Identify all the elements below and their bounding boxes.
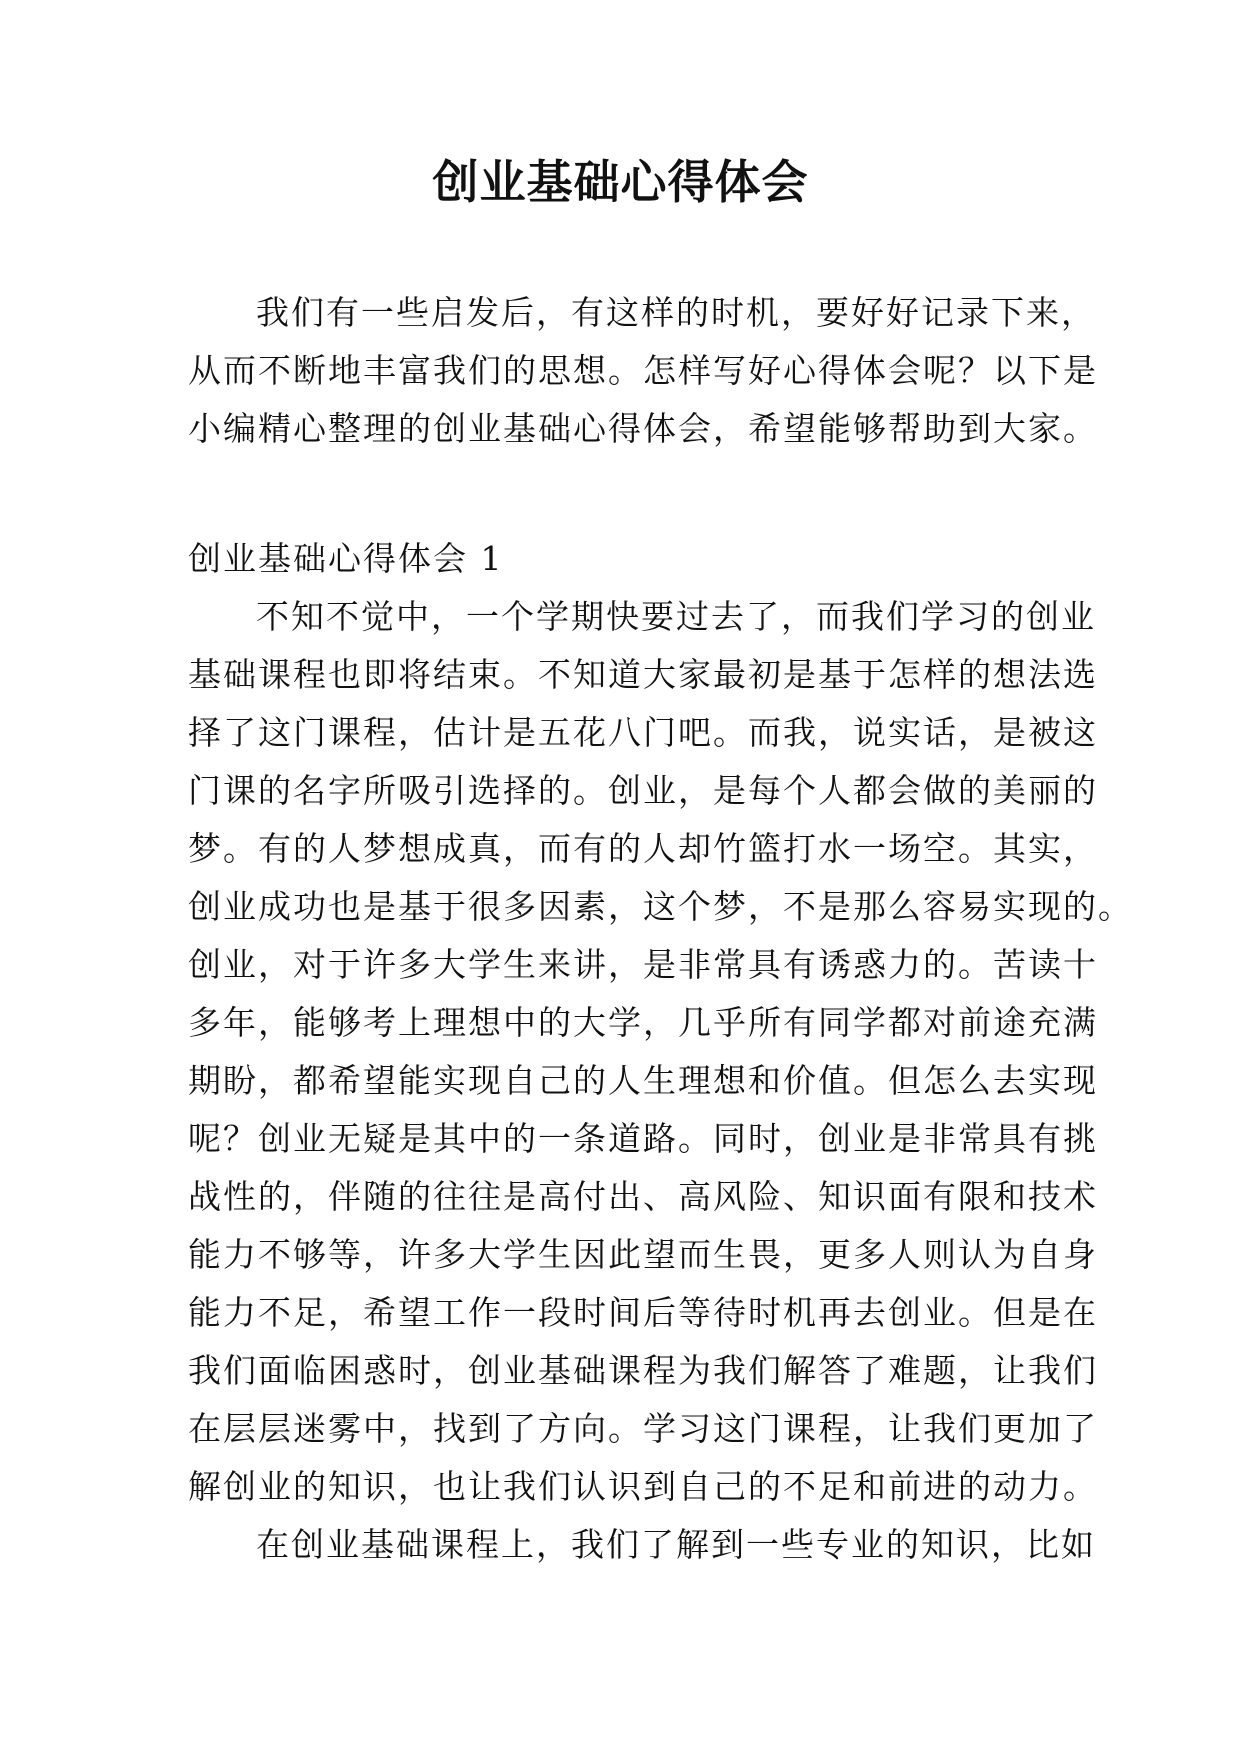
document-body <box>188 284 1133 1574</box>
section-heading: 创业基础心得体会 1 <box>188 539 504 578</box>
body-line: 战性的，伴随的往往是高付出、高风险、知识面有限和技术 <box>188 1177 1098 1216</box>
intro-line: 从而不断地丰富我们的思想。怎样写好心得体会呢？以下是 <box>188 351 1098 390</box>
body-line: 呢？创业无疑是其中的一条道路。同时，创业是非常具有挑 <box>188 1119 1098 1158</box>
body-line: 不知不觉中，一个学期快要过去了，而我们学习的创业 <box>256 597 1096 636</box>
body-line: 多年，能够考上理想中的大学，几乎所有同学都对前途充满 <box>188 1003 1098 1042</box>
intro-line: 我们有一些启发后，有这样的时机，要好好记录下来， <box>256 293 1096 332</box>
body-line: 在创业基础课程上，我们了解到一些专业的知识，比如 <box>256 1525 1096 1564</box>
body-line: 门课的名字所吸引选择的。创业，是每个人都会做的美丽的 <box>188 771 1098 810</box>
body-line: 择了这门课程，估计是五花八门吧。而我，说实话，是被这 <box>188 713 1098 752</box>
body-line: 期盼，都希望能实现自己的人生理想和价值。但怎么去实现 <box>188 1061 1098 1100</box>
document-title: 创业基础心得体会 <box>432 155 809 209</box>
body-line: 梦。有的人梦想成真，而有的人却竹篮打水一场空。其实， <box>188 829 1098 868</box>
body-line: 创业成功也是基于很多因素，这个梦，不是那么容易实现的。 <box>188 887 1133 926</box>
intro-line: 小编精心整理的创业基础心得体会，希望能够帮助到大家。 <box>188 409 1098 448</box>
body-line: 我们面临困惑时，创业基础课程为我们解答了难题，让我们 <box>188 1351 1098 1390</box>
body-line: 基础课程也即将结束。不知道大家最初是基于怎样的想法选 <box>188 655 1098 694</box>
body-line: 在层层迷雾中，找到了方向。学习这门课程，让我们更加了 <box>188 1409 1098 1448</box>
body-line: 解创业的知识，也让我们认识到自己的不足和前进的动力。 <box>188 1467 1098 1506</box>
body-line: 创业，对于许多大学生来讲，是非常具有诱惑力的。苦读十 <box>188 945 1098 984</box>
body-line: 能力不够等，许多大学生因此望而生畏，更多人则认为自身 <box>188 1235 1098 1274</box>
paragraph-spacer <box>188 458 1068 530</box>
body-line: 能力不足，希望工作一段时间后等待时机再去创业。但是在 <box>188 1293 1098 1332</box>
